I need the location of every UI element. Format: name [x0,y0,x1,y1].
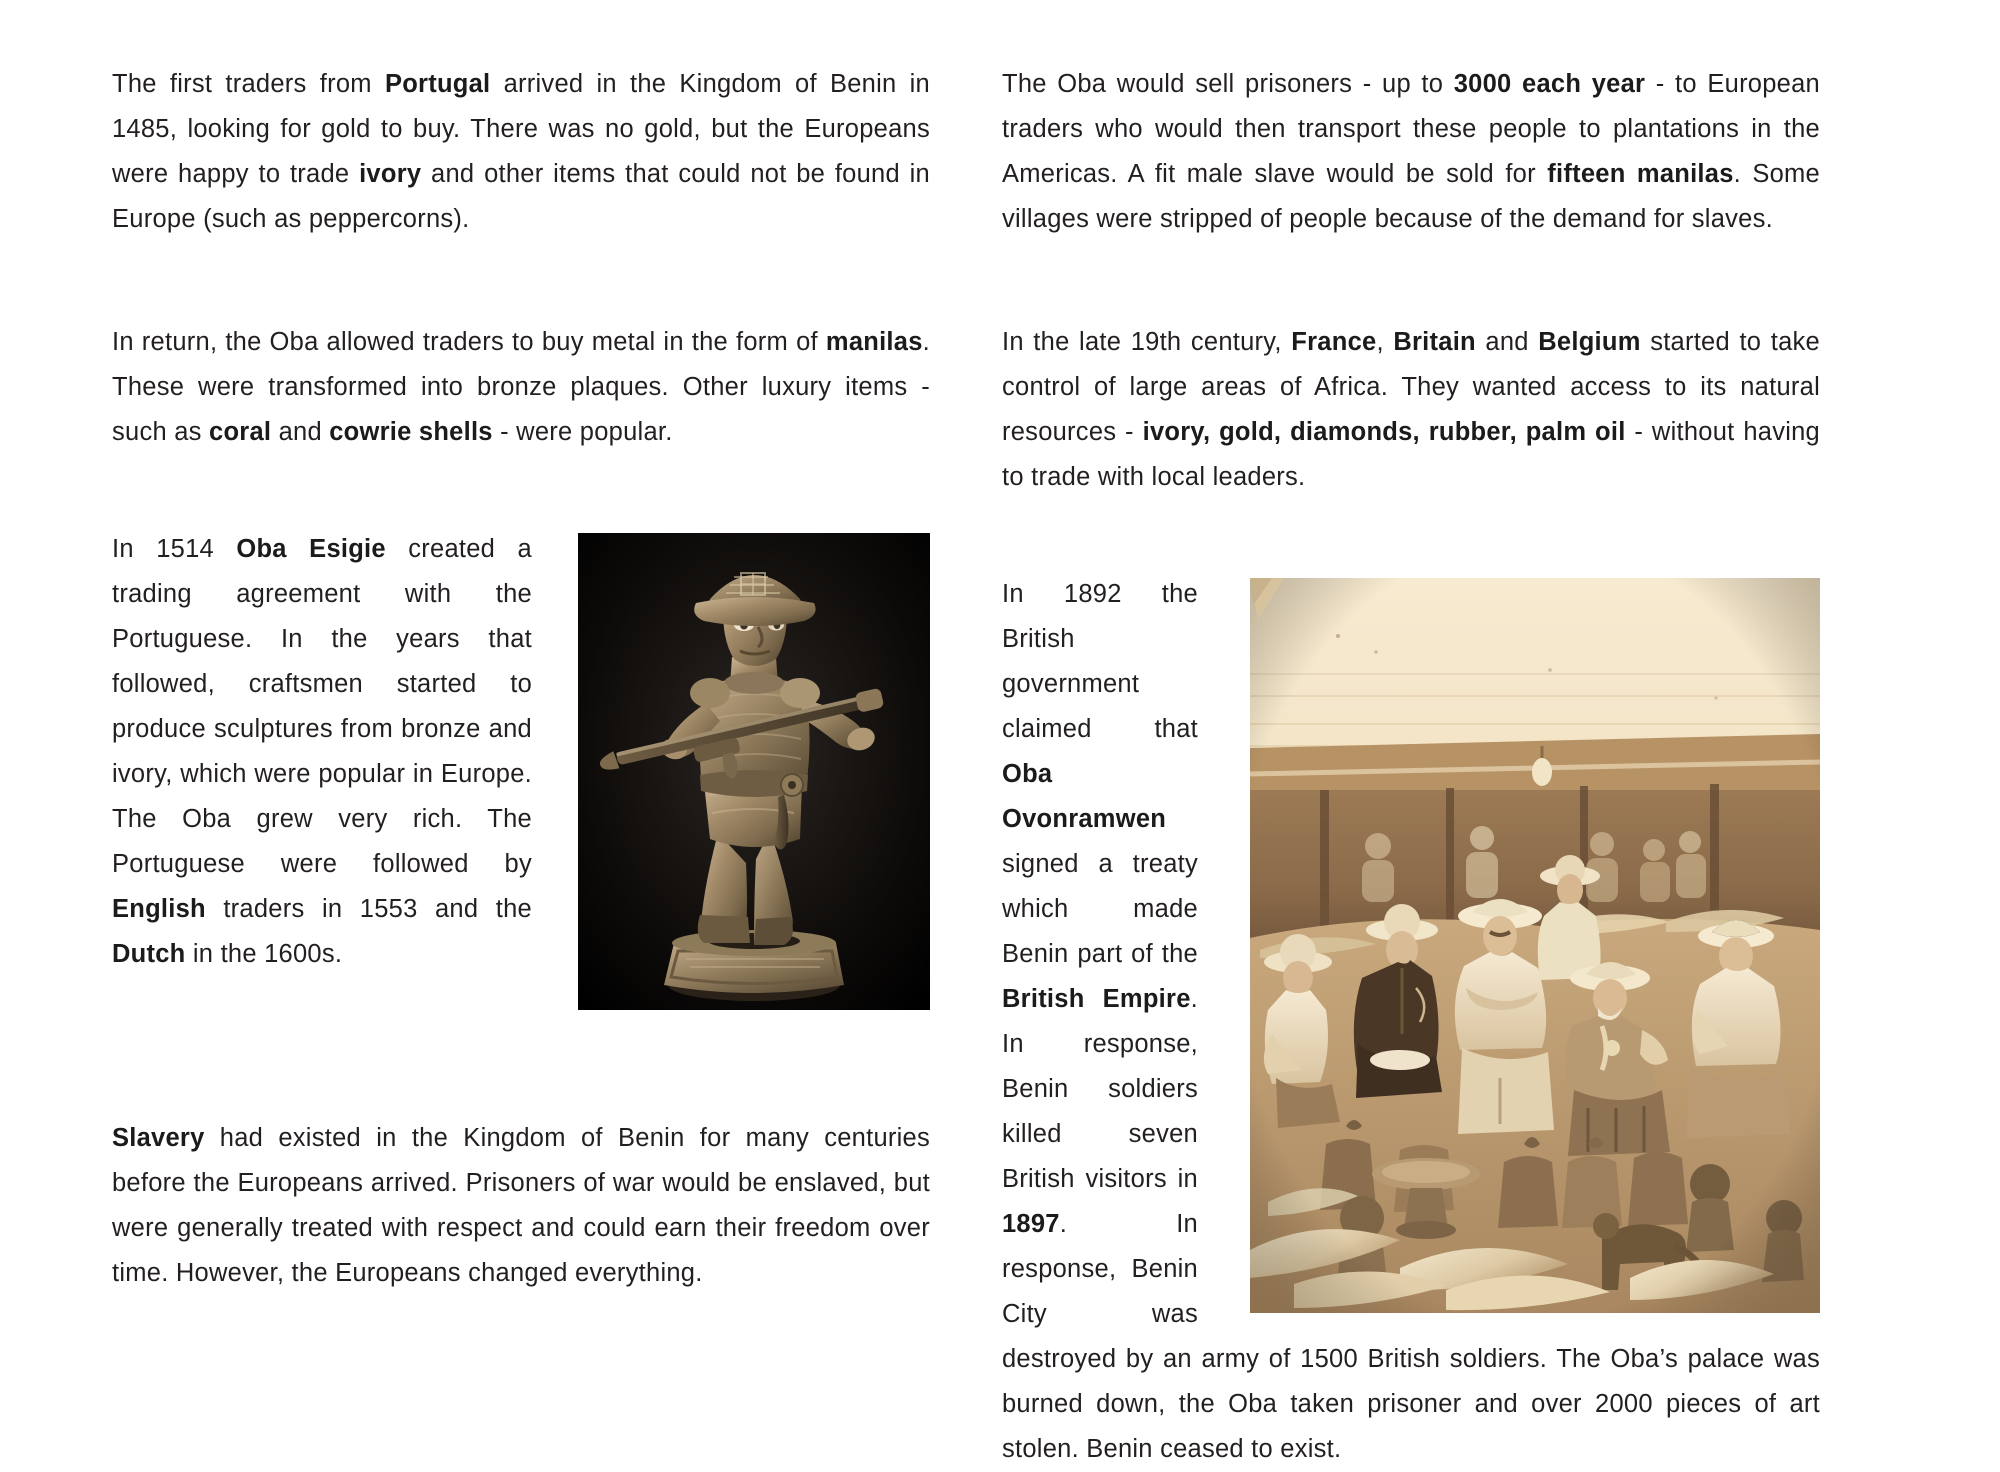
right-paragraph-2: In the late 19th century, France, Britain and Belgium started to take control of large areas of Africa. They wanted access to its natural resources - ivory, gold, diamonds, rubber, palm oil - without having to trade with local leaders. [1002,328,1820,491]
spacer [1002,242,1820,320]
left-column [112,62,930,1296]
two-column-layout [112,62,1888,1472]
bronze-statue-illustration [578,533,930,1010]
benin-bronze-musketeer-figure [578,533,930,1010]
right-column [1002,62,1820,1472]
right-paragraph-3-with-figure [1002,572,1820,1472]
right-paragraph-3: In 1892 the British government claimed that Oba Ovonramwen signed a treaty which made Benin part of the British Empire. In response, Benin soldiers killed seven British visitors in 1897. In response, Benin City was destroyed by an army of 1500 British soldiers. The Oba’s palace was burned down, the Oba taken prisoner and over 2000 pieces of art stolen. Benin ceased to exist. [1002,580,1820,1463]
left-paragraph-3-with-figure [112,527,930,1020]
spacer [1002,500,1820,572]
left-paragraph-2: In return, the Oba allowed traders to buy metal in the form of manilas. These were transformed into bronze plaques. Other luxury items - such as coral and cowrie shells - were popular. [112,328,930,446]
spacer [112,1020,930,1116]
left-paragraph-4: Slavery had existed in the Kingdom of Benin for many centuries before the Europeans arrived. Prisoners of war would be enslaved, but were generally treated with respect and could earn their freedom over time. However, the Europeans changed everything. [112,1124,930,1287]
historical-photo-illustration [1250,578,1820,1313]
left-paragraph-1: The first traders from Portugal arrived in the Kingdom of Benin in 1485, looking for gold to buy. There was no gold, but the Europeans were happy to trade ivory and other items that could not be found in Europe (such as peppercorns). [112,70,930,233]
benin-expedition-1897-photograph [1250,578,1820,1313]
right-paragraph-1: The Oba would sell prisoners - up to 3000 each year - to European traders who would then transport these people to plantations in the Americas. A fit male slave would be sold for fifteen manilas. Some villages were stripped of people because of the demand for slaves. [1002,70,1820,233]
spacer [112,242,930,320]
left-paragraph-3: In 1514 Oba Esigie created a trading agreement with the Portuguese. In the years that followed, craftsmen started to produce sculptures from bronze and ivory, which were popular in Europe. The Oba grew very rich. The Portuguese were followed by English traders in 1553 and the Dutch in the 1600s. [112,535,532,968]
spacer [112,455,930,527]
